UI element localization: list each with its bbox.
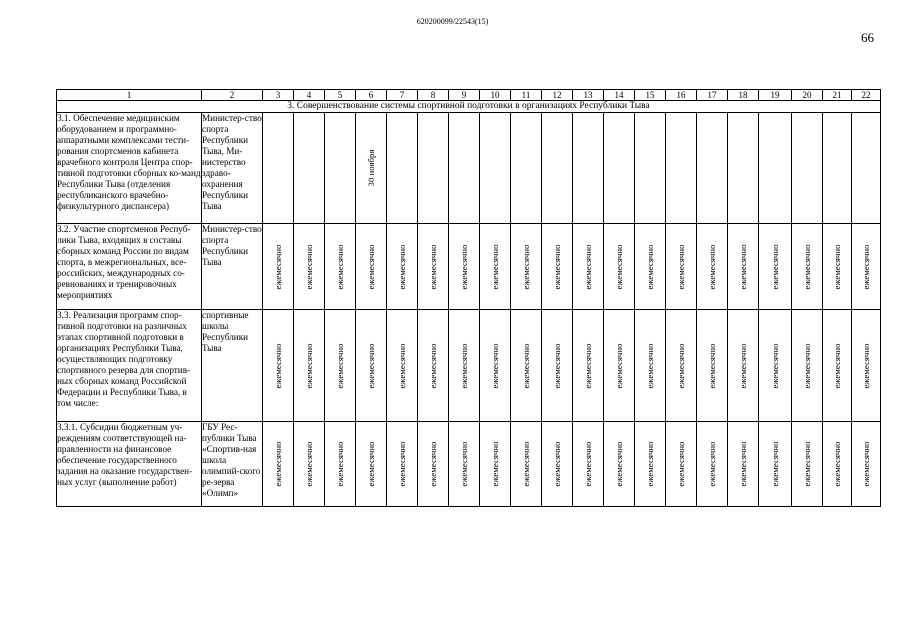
column-number-12: 12: [542, 90, 573, 101]
schedule-cell: [635, 310, 666, 422]
schedule-cell: [387, 310, 418, 422]
responsible-executor: Министер-ство спорта Республики Тыва, Ми-нистерство здраво-охранения Республики Тыва: [202, 113, 263, 224]
schedule-cell: [635, 224, 666, 310]
schedule-mark: ежемесячно: [335, 441, 345, 487]
schedule-mark: ежемесячно: [335, 244, 345, 289]
schedule-cell: [759, 224, 792, 310]
schedule-cell: [511, 224, 542, 310]
column-number-9: 9: [449, 90, 480, 101]
schedule-mark: ежемесячно: [366, 244, 376, 289]
schedule-cell: [728, 310, 759, 422]
schedule-mark: ежемесячно: [707, 244, 717, 289]
schedule-cell: [294, 113, 325, 224]
schedule-cell: [666, 422, 697, 507]
schedule-cell: [666, 224, 697, 310]
column-number-2: 2: [202, 90, 263, 101]
schedule-cell: [511, 113, 542, 224]
schedule-mark: ежемесячно: [614, 441, 624, 487]
schedule-mark: ежемесячно: [832, 244, 842, 289]
column-number-16: 16: [666, 90, 697, 101]
schedule-cell: [792, 224, 823, 310]
column-number-6: 6: [356, 90, 387, 101]
column-number-19: 19: [759, 90, 792, 101]
column-number-11: 11: [511, 90, 542, 101]
schedule-cell: [573, 113, 604, 224]
schedule-mark: ежемесячно: [707, 343, 717, 388]
column-number-14: 14: [604, 90, 635, 101]
schedule-mark: ежемесячно: [428, 343, 438, 388]
schedule-mark: ежемесячно: [459, 441, 469, 487]
column-number-20: 20: [792, 90, 823, 101]
schedule-mark: ежемесячно: [676, 441, 686, 487]
schedule-cell: [449, 310, 480, 422]
schedule-cell: [792, 113, 823, 224]
schedule-mark: ежемесячно: [366, 441, 376, 487]
schedule-mark: ежемесячно: [861, 441, 871, 487]
schedule-cell: [480, 310, 511, 422]
column-number-7: 7: [387, 90, 418, 101]
schedule-mark: ежемесячно: [552, 441, 562, 487]
schedule-cell: [325, 310, 356, 422]
schedule-cell: [852, 310, 881, 422]
schedule-mark: ежемесячно: [490, 244, 500, 289]
document-code: 620200099/22543(15): [416, 17, 489, 26]
responsible-executor: спортивные школы Республики Тыва: [202, 310, 263, 422]
schedule-cell: [263, 422, 294, 507]
schedule-mark: ежемесячно: [583, 343, 593, 388]
schedule-mark: ежемесячно: [459, 244, 469, 289]
schedule-mark: ежемесячно: [676, 343, 686, 388]
table-row: [57, 422, 881, 507]
schedule-cell: [542, 113, 573, 224]
schedule-mark: ежемесячно: [552, 343, 562, 388]
schedule-cell: [697, 310, 728, 422]
schedule-cell: [325, 113, 356, 224]
schedule-mark: ежемесячно: [676, 244, 686, 289]
schedule-cell: [263, 310, 294, 422]
column-number-18: 18: [728, 90, 759, 101]
schedule-mark: ежемесячно: [552, 244, 562, 289]
schedule-cell: [542, 224, 573, 310]
schedule-cell: [728, 113, 759, 224]
measure-description: 3.1. Обеспечение медицинским оборудованием и программно-аппаратными комплексами тести-рования спортсменов кабинета врачебного контроля Центра спор-тивной подготовки сборных ко-манд Республики Тыва (отделения республиканского врачебно-физкультурного диспансера): [57, 113, 202, 224]
schedule-cell: [542, 310, 573, 422]
column-number-13: 13: [573, 90, 604, 101]
schedule-mark: ежемесячно: [335, 343, 345, 388]
schedule-cell: [511, 422, 542, 507]
schedule-cell: [852, 113, 881, 224]
schedule-cell: [387, 422, 418, 507]
schedule-cell: [573, 224, 604, 310]
schedule-cell: [728, 422, 759, 507]
schedule-cell: [635, 113, 666, 224]
schedule-mark: ежемесячно: [645, 343, 655, 388]
schedule-cell: [852, 422, 881, 507]
plan-table: [56, 89, 881, 507]
schedule-cell: [604, 422, 635, 507]
schedule-cell: [511, 310, 542, 422]
schedule-mark: ежемесячно: [802, 343, 812, 388]
schedule-cell: [792, 422, 823, 507]
schedule-mark: ежемесячно: [770, 441, 780, 487]
schedule-mark: ежемесячно: [490, 343, 500, 388]
column-number-4: 4: [294, 90, 325, 101]
schedule-cell: [418, 422, 449, 507]
schedule-cell: [449, 422, 480, 507]
schedule-mark: ежемесячно: [397, 343, 407, 388]
measure-description: 3.3. Реализация программ спор-тивной подготовки на различных этапах спортивной подготовки в организациях Республики Тыва, осуществляющих подготовку спортивного резерва для спортив-ных сборных команд Российской Федерации и Республики Тыва, в том числе:: [57, 310, 202, 422]
table-row: [57, 113, 881, 224]
column-number-3: 3: [263, 90, 294, 101]
schedule-mark: ежемесячно: [273, 441, 283, 487]
schedule-cell: [418, 310, 449, 422]
schedule-mark: ежемесячно: [738, 441, 748, 487]
column-number-10: 10: [480, 90, 511, 101]
schedule-cell: [666, 310, 697, 422]
schedule-cell: [263, 224, 294, 310]
schedule-mark: 30 ноября: [366, 149, 376, 187]
schedule-mark: ежемесячно: [802, 244, 812, 289]
schedule-cell: [418, 224, 449, 310]
column-number-8: 8: [418, 90, 449, 101]
schedule-cell: [387, 224, 418, 310]
schedule-mark: ежемесячно: [645, 441, 655, 487]
schedule-mark: ежемесячно: [428, 244, 438, 289]
schedule-cell: [325, 224, 356, 310]
schedule-mark: ежемесячно: [738, 244, 748, 289]
schedule-mark: ежемесячно: [614, 343, 624, 388]
schedule-cell: [449, 224, 480, 310]
schedule-mark: ежемесячно: [273, 244, 283, 289]
schedule-cell: [604, 224, 635, 310]
schedule-mark: ежемесячно: [583, 441, 593, 487]
schedule-cell: [542, 422, 573, 507]
schedule-mark: ежемесячно: [490, 441, 500, 487]
measure-description: 3.2. Участие спортсменов Респуб-лики Тыва, входящих в составы сборных команд России по видам спорта, в межрегиональных, все-российских, международных со-ревнованиях и тренировочных мероприятиях: [57, 224, 202, 310]
schedule-mark: ежемесячно: [583, 244, 593, 289]
schedule-cell: [356, 113, 387, 224]
schedule-cell: [823, 310, 852, 422]
schedule-mark: ежемесячно: [304, 441, 314, 487]
schedule-cell: [573, 310, 604, 422]
schedule-cell: [480, 113, 511, 224]
column-number-21: 21: [823, 90, 852, 101]
schedule-cell: [604, 113, 635, 224]
schedule-mark: ежемесячно: [521, 343, 531, 388]
section-title: 3. Совершенствование системы спортивной подготовки в организациях Республики Тыва: [57, 101, 881, 113]
schedule-cell: [418, 113, 449, 224]
schedule-cell: [823, 422, 852, 507]
section-row: [57, 101, 881, 113]
schedule-cell: [635, 422, 666, 507]
schedule-cell: [573, 422, 604, 507]
schedule-mark: ежемесячно: [770, 343, 780, 388]
column-number-15: 15: [635, 90, 666, 101]
table-row: [57, 224, 881, 310]
column-number-17: 17: [697, 90, 728, 101]
schedule-cell: [604, 310, 635, 422]
schedule-cell: [356, 310, 387, 422]
column-number-5: 5: [325, 90, 356, 101]
schedule-cell: [697, 113, 728, 224]
schedule-mark: ежемесячно: [707, 441, 717, 487]
schedule-mark: ежемесячно: [273, 343, 283, 388]
schedule-cell: [759, 113, 792, 224]
schedule-cell: [728, 224, 759, 310]
schedule-mark: ежемесячно: [366, 343, 376, 388]
schedule-cell: [263, 113, 294, 224]
measure-description: 3.3.1. Субсидии бюджетным уч-реждениям соответствующей на-правленности на финансовое обеспечение государственного задания на оказание государствен-ных услуг (выполнение работ): [57, 422, 202, 507]
column-number-1: 1: [57, 90, 202, 101]
schedule-cell: [759, 422, 792, 507]
schedule-cell: [480, 224, 511, 310]
schedule-mark: ежемесячно: [645, 244, 655, 289]
schedule-cell: [294, 224, 325, 310]
schedule-cell: [449, 113, 480, 224]
schedule-mark: ежемесячно: [861, 343, 871, 388]
responsible-executor: Министер-ство спорта Республики Тыва: [202, 224, 263, 310]
schedule-mark: ежемесячно: [770, 244, 780, 289]
column-number-row: [57, 90, 881, 101]
schedule-mark: ежемесячно: [861, 244, 871, 289]
schedule-mark: ежемесячно: [397, 441, 407, 487]
schedule-cell: [823, 113, 852, 224]
schedule-mark: ежемесячно: [802, 441, 812, 487]
schedule-mark: ежемесячно: [428, 441, 438, 487]
schedule-cell: [387, 113, 418, 224]
schedule-cell: [480, 422, 511, 507]
schedule-mark: ежемесячно: [304, 244, 314, 289]
column-number-22: 22: [852, 90, 881, 101]
schedule-cell: [294, 422, 325, 507]
schedule-mark: ежемесячно: [832, 441, 842, 487]
schedule-cell: [356, 224, 387, 310]
schedule-cell: [325, 422, 356, 507]
schedule-mark: ежемесячно: [832, 343, 842, 388]
responsible-executor: ГБУ Рес-публики Тыва «Спортив-ная школа олимпий-ского ре-зерва «Олимп»: [202, 422, 263, 507]
schedule-cell: [294, 310, 325, 422]
page-number: 66: [861, 30, 874, 45]
schedule-cell: [759, 310, 792, 422]
schedule-mark: ежемесячно: [397, 244, 407, 289]
schedule-cell: [792, 310, 823, 422]
schedule-cell: [666, 113, 697, 224]
schedule-mark: ежемесячно: [459, 343, 469, 388]
schedule-cell: [697, 224, 728, 310]
schedule-mark: ежемесячно: [614, 244, 624, 289]
schedule-mark: ежемесячно: [738, 343, 748, 388]
schedule-cell: [356, 422, 387, 507]
schedule-mark: ежемесячно: [521, 244, 531, 289]
table-row: [57, 310, 881, 422]
schedule-cell: [852, 224, 881, 310]
schedule-mark: ежемесячно: [521, 441, 531, 487]
schedule-cell: [823, 224, 852, 310]
schedule-cell: [697, 422, 728, 507]
schedule-mark: ежемесячно: [304, 343, 314, 388]
